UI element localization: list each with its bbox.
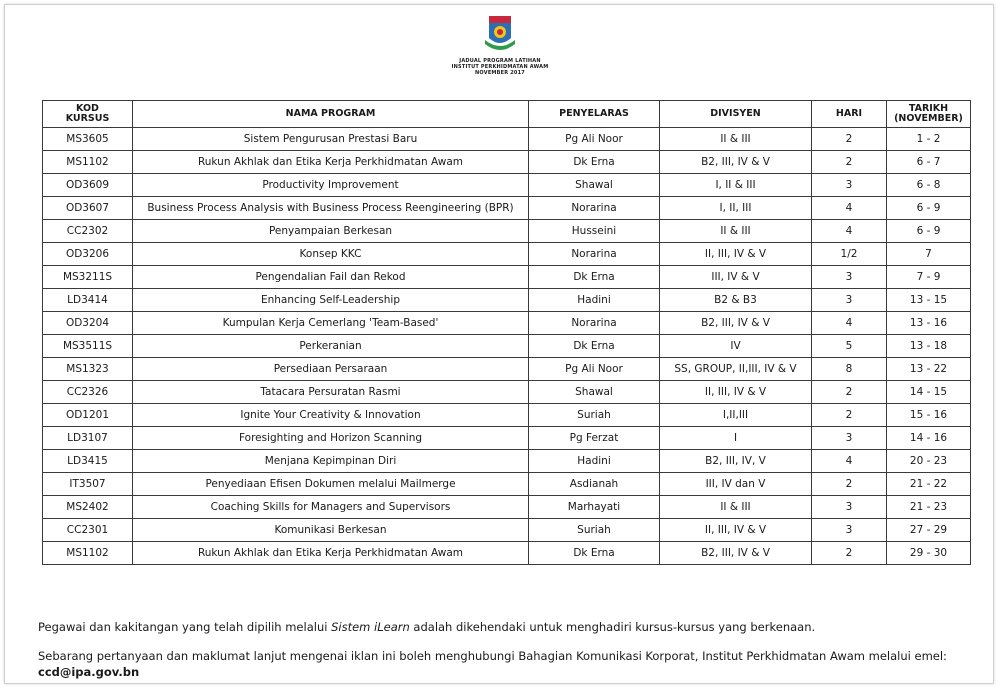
cell-coordinator: Pg Ali Noor bbox=[529, 128, 660, 151]
cell-division: I, II & III bbox=[660, 174, 812, 197]
cell-division: B2, III, IV & V bbox=[660, 151, 812, 174]
table-row bbox=[43, 243, 971, 266]
cell-program: Kumpulan Kerja Cemerlang 'Team-Based' bbox=[133, 312, 529, 335]
cell-program: Persediaan Persaraan bbox=[133, 358, 529, 381]
cell-coordinator: Shawal bbox=[529, 174, 660, 197]
cell-division: I bbox=[660, 427, 812, 450]
cell-date: 13 - 18 bbox=[887, 335, 971, 358]
contact-email-link[interactable]: ccd@ipa.gov.bn bbox=[38, 665, 140, 679]
cell-coordinator: Pg Ali Noor bbox=[529, 358, 660, 381]
table-row bbox=[43, 289, 971, 312]
cell-division: SS, GROUP, II,III, IV & V bbox=[660, 358, 812, 381]
cell-days: 4 bbox=[812, 450, 887, 473]
cell-date: 6 - 8 bbox=[887, 174, 971, 197]
column-header-date: TARIKH (NOVEMBER) bbox=[887, 101, 971, 128]
logo-core bbox=[497, 29, 503, 35]
table-row bbox=[43, 519, 971, 542]
cell-days: 2 bbox=[812, 404, 887, 427]
cell-program: Sistem Pengurusan Prestasi Baru bbox=[133, 128, 529, 151]
cell-coordinator: Suriah bbox=[529, 519, 660, 542]
cell-code: LD3107 bbox=[43, 427, 133, 450]
cell-program: Rukun Akhlak dan Etika Kerja Perkhidmatan Awam bbox=[133, 151, 529, 174]
cell-program: Coaching Skills for Managers and Supervisors bbox=[133, 496, 529, 519]
cell-days: 4 bbox=[812, 197, 887, 220]
cell-program: Enhancing Self-Leadership bbox=[133, 289, 529, 312]
cell-date: 13 - 15 bbox=[887, 289, 971, 312]
cell-code: CC2302 bbox=[43, 220, 133, 243]
cell-program: Rukun Akhlak dan Etika Kerja Perkhidmatan Awam bbox=[133, 542, 529, 565]
cell-code: OD3609 bbox=[43, 174, 133, 197]
footer-contact bbox=[38, 648, 978, 680]
table-row bbox=[43, 427, 971, 450]
cell-days: 2 bbox=[812, 151, 887, 174]
table-row bbox=[43, 404, 971, 427]
cell-date: 1 - 2 bbox=[887, 128, 971, 151]
cell-date: 6 - 9 bbox=[887, 197, 971, 220]
cell-date: 6 - 9 bbox=[887, 220, 971, 243]
table-row bbox=[43, 358, 971, 381]
cell-coordinator: Norarina bbox=[529, 197, 660, 220]
cell-code: LD3414 bbox=[43, 289, 133, 312]
cell-coordinator: Dk Erna bbox=[529, 335, 660, 358]
table-row bbox=[43, 266, 971, 289]
cell-coordinator: Shawal bbox=[529, 381, 660, 404]
cell-days: 4 bbox=[812, 220, 887, 243]
cell-code: MS3211S bbox=[43, 266, 133, 289]
cell-coordinator: Suriah bbox=[529, 404, 660, 427]
cell-code: MS3511S bbox=[43, 335, 133, 358]
cell-days: 2 bbox=[812, 128, 887, 151]
footer-notice bbox=[38, 619, 978, 635]
cell-coordinator: Pg Ferzat bbox=[529, 427, 660, 450]
cell-days: 2 bbox=[812, 381, 887, 404]
table-row bbox=[43, 473, 971, 496]
cell-code: OD3206 bbox=[43, 243, 133, 266]
cell-date: 21 - 23 bbox=[887, 496, 971, 519]
cell-days: 3 bbox=[812, 174, 887, 197]
cell-code: CC2301 bbox=[43, 519, 133, 542]
cell-division: II & III bbox=[660, 220, 812, 243]
cell-division: III, IV dan V bbox=[660, 473, 812, 496]
table-body bbox=[43, 128, 971, 565]
document-header bbox=[380, 58, 620, 76]
cell-days: 3 bbox=[812, 266, 887, 289]
cell-division: B2 & B3 bbox=[660, 289, 812, 312]
training-schedule-table bbox=[42, 100, 971, 565]
cell-date: 7 - 9 bbox=[887, 266, 971, 289]
table-row bbox=[43, 174, 971, 197]
cell-division: II, III, IV & V bbox=[660, 243, 812, 266]
cell-days: 8 bbox=[812, 358, 887, 381]
table-row bbox=[43, 496, 971, 519]
cell-coordinator: Norarina bbox=[529, 243, 660, 266]
cell-division: II, III, IV & V bbox=[660, 381, 812, 404]
cell-code: OD3204 bbox=[43, 312, 133, 335]
cell-days: 2 bbox=[812, 473, 887, 496]
cell-code: IT3507 bbox=[43, 473, 133, 496]
cell-program: Business Process Analysis with Business Process Reengineering (BPR) bbox=[133, 197, 529, 220]
column-header-days: HARI bbox=[812, 101, 887, 128]
cell-date: 21 - 22 bbox=[887, 473, 971, 496]
header-line-3: NOVEMBER 2017 bbox=[475, 70, 525, 76]
cell-program: Konsep KKC bbox=[133, 243, 529, 266]
cell-division: III, IV & V bbox=[660, 266, 812, 289]
table-row bbox=[43, 312, 971, 335]
cell-date: 27 - 29 bbox=[887, 519, 971, 542]
cell-days: 1/2 bbox=[812, 243, 887, 266]
cell-code: OD3607 bbox=[43, 197, 133, 220]
cell-coordinator: Hadini bbox=[529, 450, 660, 473]
cell-date: 20 - 23 bbox=[887, 450, 971, 473]
cell-division: I, II, III bbox=[660, 197, 812, 220]
cell-program: Penyediaan Efisen Dokumen melalui Mailmerge bbox=[133, 473, 529, 496]
cell-code: CC2326 bbox=[43, 381, 133, 404]
header-line-1: JADUAL PROGRAM LATIHAN bbox=[459, 58, 541, 64]
cell-code: MS3605 bbox=[43, 128, 133, 151]
cell-date: 13 - 16 bbox=[887, 312, 971, 335]
cell-division: II, III, IV & V bbox=[660, 519, 812, 542]
table-row bbox=[43, 381, 971, 404]
cell-division: B2, III, IV & V bbox=[660, 312, 812, 335]
cell-division: B2, III, IV, V bbox=[660, 450, 812, 473]
cell-program: Penyampaian Berkesan bbox=[133, 220, 529, 243]
column-header-division: DIVISYEN bbox=[660, 101, 812, 128]
cell-program: Productivity Improvement bbox=[133, 174, 529, 197]
cell-date: 15 - 16 bbox=[887, 404, 971, 427]
table-row bbox=[43, 542, 971, 565]
table-row bbox=[43, 128, 971, 151]
table-row bbox=[43, 335, 971, 358]
cell-division: IV bbox=[660, 335, 812, 358]
column-header-coordinator: PENYELARAS bbox=[529, 101, 660, 128]
cell-days: 3 bbox=[812, 289, 887, 312]
cell-program: Perkeranian bbox=[133, 335, 529, 358]
cell-coordinator: Dk Erna bbox=[529, 151, 660, 174]
cell-coordinator: Dk Erna bbox=[529, 542, 660, 565]
cell-date: 14 - 15 bbox=[887, 381, 971, 404]
cell-code: MS1102 bbox=[43, 151, 133, 174]
cell-date: 29 - 30 bbox=[887, 542, 971, 565]
footer-notice-text: Pegawai dan kakitangan yang telah dipilih melalui bbox=[38, 620, 332, 634]
cell-date: 13 - 22 bbox=[887, 358, 971, 381]
table-header-row bbox=[43, 101, 971, 128]
footer-notice-text-end: adalah dikehendaki untuk menghadiri kursus-kursus yang berkenaan. bbox=[409, 620, 816, 634]
cell-days: 3 bbox=[812, 519, 887, 542]
cell-coordinator: Asdianah bbox=[529, 473, 660, 496]
cell-days: 2 bbox=[812, 542, 887, 565]
cell-days: 3 bbox=[812, 427, 887, 450]
table-row bbox=[43, 151, 971, 174]
cell-program: Foresighting and Horizon Scanning bbox=[133, 427, 529, 450]
cell-coordinator: Marhayati bbox=[529, 496, 660, 519]
table-row bbox=[43, 197, 971, 220]
cell-date: 6 - 7 bbox=[887, 151, 971, 174]
institute-logo bbox=[482, 14, 518, 54]
cell-days: 5 bbox=[812, 335, 887, 358]
cell-date: 7 bbox=[887, 243, 971, 266]
cell-code: MS1323 bbox=[43, 358, 133, 381]
cell-date: 14 - 16 bbox=[887, 427, 971, 450]
header-line-2: INSTITUT PERKHIDMATAN AWAM bbox=[451, 64, 549, 70]
cell-program: Ignite Your Creativity & Innovation bbox=[133, 404, 529, 427]
cell-days: 3 bbox=[812, 496, 887, 519]
footer-system-name: Sistem iLearn bbox=[331, 620, 410, 634]
cell-program: Komunikasi Berkesan bbox=[133, 519, 529, 542]
cell-program: Menjana Kepimpinan Diri bbox=[133, 450, 529, 473]
cell-coordinator: Dk Erna bbox=[529, 266, 660, 289]
column-header-program: NAMA PROGRAM bbox=[133, 101, 529, 128]
logo-top-band bbox=[489, 16, 511, 23]
cell-coordinator: Norarina bbox=[529, 312, 660, 335]
cell-days: 4 bbox=[812, 312, 887, 335]
cell-program: Tatacara Persuratan Rasmi bbox=[133, 381, 529, 404]
cell-code: LD3415 bbox=[43, 450, 133, 473]
cell-division: II & III bbox=[660, 128, 812, 151]
footer-contact-text: Sebarang pertanyaan dan maklumat lanjut mengenai iklan ini boleh menghubungi Bahagian Komunikasi Korporat, Institut Perkhidmatan Awam melalui emel: bbox=[38, 649, 947, 663]
table-row bbox=[43, 220, 971, 243]
table-row bbox=[43, 450, 971, 473]
cell-division: II & III bbox=[660, 496, 812, 519]
cell-code: MS2402 bbox=[43, 496, 133, 519]
cell-coordinator: Husseini bbox=[529, 220, 660, 243]
cell-code: MS1102 bbox=[43, 542, 133, 565]
cell-code: OD1201 bbox=[43, 404, 133, 427]
cell-division: I,II,III bbox=[660, 404, 812, 427]
cell-division: B2, III, IV & V bbox=[660, 542, 812, 565]
cell-coordinator: Hadini bbox=[529, 289, 660, 312]
column-header-code: KOD KURSUS bbox=[43, 101, 133, 128]
cell-program: Pengendalian Fail dan Rekod bbox=[133, 266, 529, 289]
